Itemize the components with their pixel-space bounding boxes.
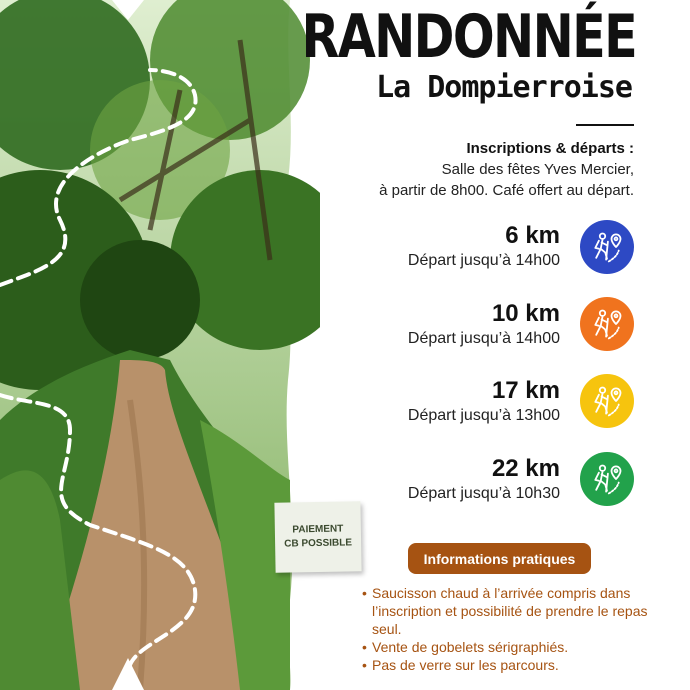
inscriptions-line-1: Salle des fêtes Yves Mercier,: [441, 161, 634, 178]
distance-10km: [408, 300, 560, 350]
distance-17km: [408, 377, 560, 427]
forest-path-photo: [0, 0, 320, 690]
info-heading-badge: Informations pratiques: [408, 543, 591, 574]
distance-22km: [408, 455, 560, 505]
inscriptions-heading: Inscriptions & départs :: [466, 140, 634, 157]
distance-km: 17 km: [491, 377, 560, 404]
payment-note-text: PAIEMENT CB POSSIBLE: [284, 523, 353, 550]
distance-km: 6 km: [505, 222, 560, 249]
distance-km: 22 km: [491, 455, 560, 482]
list-item: • Vente de gobelets sérigraphiés.: [362, 638, 662, 656]
list-item: • Saucisson chaud à l’arrivée compris dans l’inscription et possibilité de prendre le repas seul.: [362, 584, 662, 638]
inscriptions-block: [379, 138, 634, 201]
hiker-icon: [580, 297, 634, 351]
distance-depart: Départ jusqu’à 10h30: [407, 485, 560, 502]
event-subtitle: La Dompierroise: [376, 70, 632, 105]
payment-sticky-note: [274, 501, 361, 572]
distance-depart: Départ jusqu’à 13h00: [407, 407, 560, 424]
distance-depart: Départ jusqu’à 14h00: [407, 330, 560, 347]
distance-km: 10 km: [491, 300, 560, 327]
hiker-icon: [580, 452, 634, 506]
list-item: • Pas de verre sur les parcours.: [362, 656, 662, 674]
hiker-icon: [580, 220, 634, 274]
distance-6km: [408, 222, 560, 272]
page-title: RANDONNÉE: [301, 2, 636, 72]
title-divider: [576, 124, 634, 126]
distance-depart: Départ jusqu’à 14h00: [407, 252, 560, 269]
inscriptions-line-2: à partir de 8h00. Café offert au départ.: [379, 182, 634, 199]
info-list: [362, 584, 662, 674]
hiker-icon: [580, 374, 634, 428]
